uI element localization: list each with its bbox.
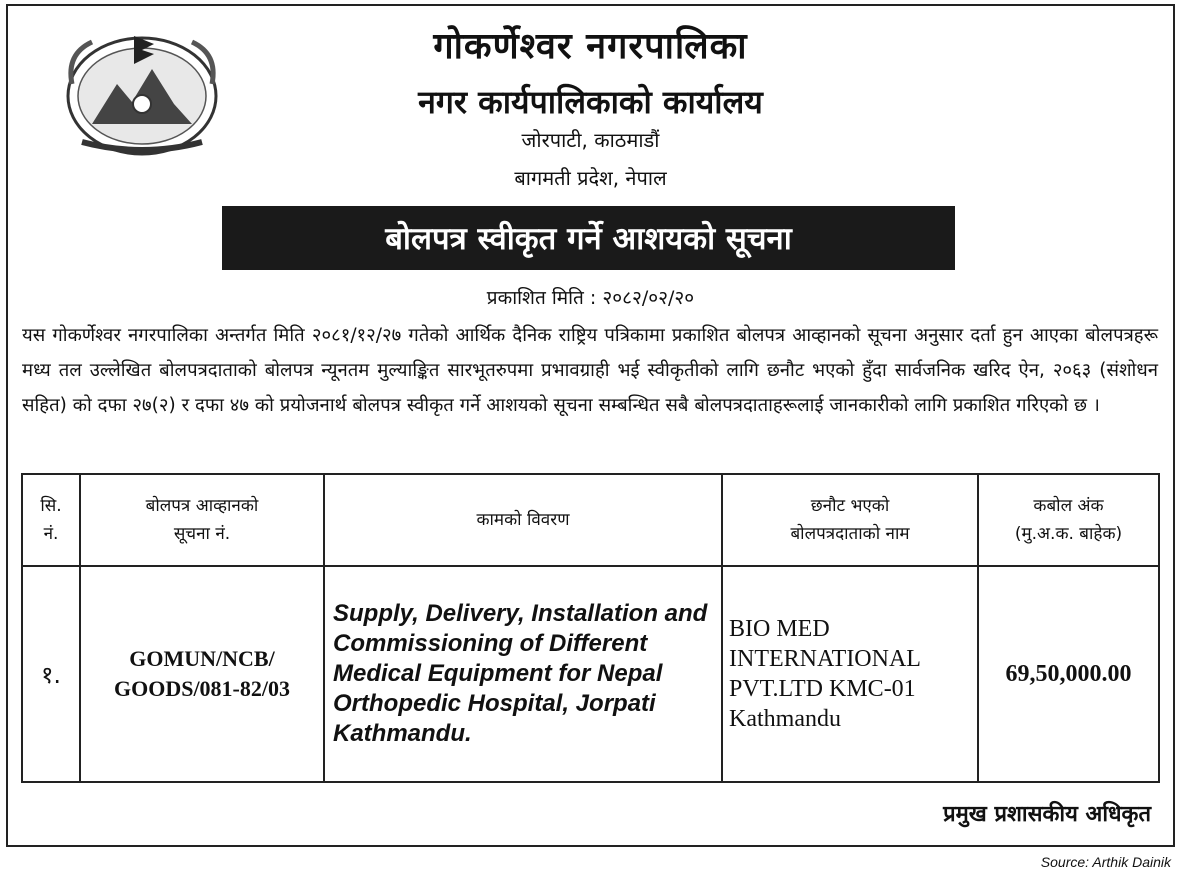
municipality-name: गोकर्णेश्वर नगरपालिका xyxy=(433,26,748,67)
header-work-description: कामको विवरण xyxy=(324,474,722,566)
table-row xyxy=(22,566,1159,782)
office-location: जोरपाटी, काठमाडौं xyxy=(521,128,660,152)
bid-acceptance-table xyxy=(21,473,1160,783)
header-notice-number: बोलपत्र आव्हानको सूचना नं. xyxy=(80,474,324,566)
source-credit: Source: Arthik Dainik xyxy=(1040,854,1171,870)
published-date: प्रकाशित मिति : २०८२/०२/२० xyxy=(486,287,695,309)
header-serial-number: सि. नं. xyxy=(22,474,80,566)
table-header-row xyxy=(22,474,1159,566)
office-province: बागमती प्रदेश, नेपाल xyxy=(514,166,667,190)
header-selected-bidder: छनौट भएको बोलपत्रदाताको नाम xyxy=(722,474,978,566)
row-bid-amount: 69,50,000.00 xyxy=(978,566,1159,782)
header-bid-amount: कबोल अंक (मु.अ.क. बाहेक) xyxy=(978,474,1159,566)
row-selected-bidder: BIO MED INTERNATIONAL PVT.LTD KMC-01 Kathmandu xyxy=(722,566,978,782)
signatory-title: प्रमुख प्रशासकीय अधिकृत xyxy=(943,802,1151,827)
notice-body: यस गोकर्णेश्वर नगरपालिका अन्तर्गत मिति २०८१/१२/२७ गतेको आर्थिक दैनिक राष्ट्रिय पत्रिकामा प्रकाशित बोलपत्र आव्हानको सूचना अनुसार दर्ता हुन आएका बोलपत्रहरू मध्य तल उल्लेखित बोलपत्रदाताको बोलपत्र न्यूनतम मुल्याङ्कित सारभूतरुपमा प्रभावग्राही भई स्वीकृतीको लागि छनौट भएको हुँदा सार्वजनिक खरिद ऐन, २०६३ (संशोधन सहित) को दफा २७(२) र दफा ४७ को प्रयोजनार्थ बोलपत्र स्वीकृत गर्ने आशयको सूचना सम्बन्धित सबै बोलपत्रदाताहरूलाई जानकारीको लागि प्रकाशित गरिएको छ । xyxy=(22,325,1158,416)
notice-title: बोलपत्र स्वीकृत गर्ने आशयको सूचना xyxy=(385,221,792,257)
row-notice-number: GOMUN/NCB/ GOODS/081-82/03 xyxy=(80,566,324,782)
row-serial-number: १. xyxy=(22,566,80,782)
notice-title-banner xyxy=(222,206,955,270)
row-work-description: Supply, Delivery, Installation and Commissioning of Different Medical Equipment for Nepal Orthopedic Hospital, Jorpati Kathmandu. xyxy=(324,566,722,782)
office-name: नगर कार्यपालिकाको कार्यालय xyxy=(418,83,763,121)
